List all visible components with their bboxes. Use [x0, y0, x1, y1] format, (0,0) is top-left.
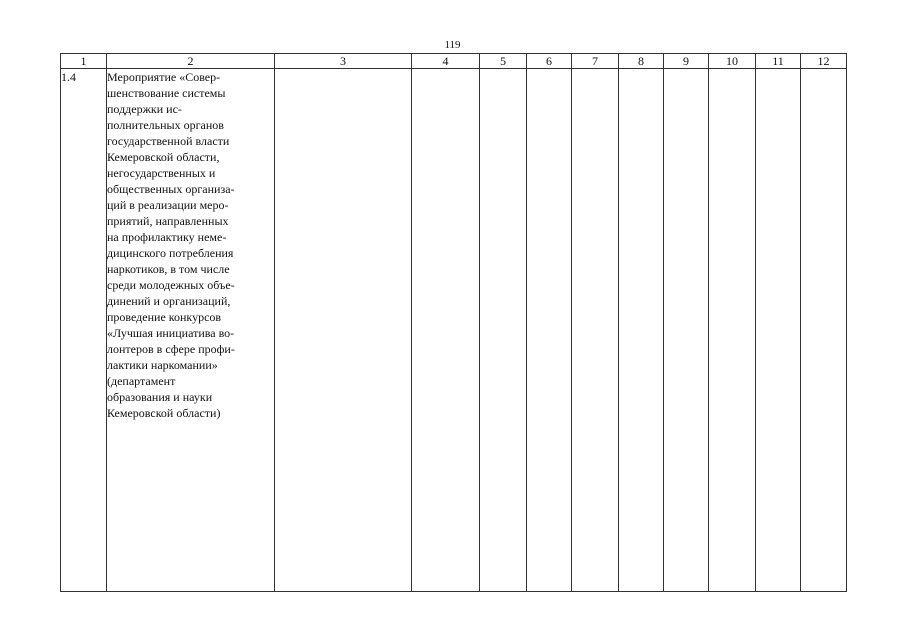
header-row: [61, 54, 847, 69]
description-line: ций в реализации меро-: [107, 198, 229, 212]
description-line: лактики наркомании»: [107, 358, 218, 372]
table-row: [61, 69, 847, 592]
header-cell-8: 8: [619, 54, 664, 69]
page-number: 119: [444, 39, 461, 51]
header-cell-6: 6: [527, 54, 572, 69]
description-line: негосударственных и: [107, 166, 216, 180]
description-line: наркотиков, в том числе: [107, 262, 230, 276]
description-line: Кемеровской области): [107, 406, 221, 420]
header-cell-7: 7: [572, 54, 619, 69]
header-cell-4: 4: [412, 54, 480, 69]
table-cell-col-5: [480, 69, 527, 592]
description-line: государственной власти: [107, 134, 230, 148]
description-line: Кемеровской области,: [107, 150, 220, 164]
header-cell-9: 9: [664, 54, 709, 69]
header-cell-11: 11: [756, 54, 801, 69]
table-cell-col-10: [709, 69, 756, 592]
table-cell-col-4: [412, 69, 480, 592]
header-cell-3: 3: [275, 54, 412, 69]
table-cell-col-7: [572, 69, 619, 592]
description-line: Мероприятие «Совер-: [107, 70, 221, 84]
description-line: поддержки ис-: [107, 102, 182, 116]
description-cell: [107, 69, 275, 592]
table-cell-col-3: [275, 69, 412, 592]
header-cell-12: 12: [801, 54, 847, 69]
row-number-cell: 1.4: [61, 69, 107, 592]
description-line: приятий, направленных: [107, 214, 229, 228]
description-line: проведение конкурсов: [107, 310, 222, 324]
description-line: «Лучшая инициатива во-: [107, 326, 235, 340]
description-line: динений и организаций,: [107, 294, 231, 308]
table-cell-col-12: [801, 69, 847, 592]
description-line: образования и науки: [107, 390, 213, 404]
description-line: шенствование системы: [107, 86, 226, 100]
header-cell-1: 1: [61, 54, 107, 69]
data-table: [60, 53, 847, 592]
description-line: среди молодежных объе-: [107, 278, 235, 292]
description-line: общественных организа-: [107, 182, 235, 196]
header-cell-10: 10: [709, 54, 756, 69]
description-line: (департамент: [107, 374, 176, 388]
description-line: лонтеров в сфере профи-: [107, 342, 235, 356]
table-cell-col-6: [527, 69, 572, 592]
description-line: полнительных органов: [107, 118, 224, 132]
header-cell-2: 2: [107, 54, 275, 69]
table-cell-col-9: [664, 69, 709, 592]
description-line: на профилактику неме-: [107, 230, 227, 244]
table-cell-col-8: [619, 69, 664, 592]
description-line: дицинского потребления: [107, 246, 234, 260]
header-cell-5: 5: [480, 54, 527, 69]
table-cell-col-11: [756, 69, 801, 592]
